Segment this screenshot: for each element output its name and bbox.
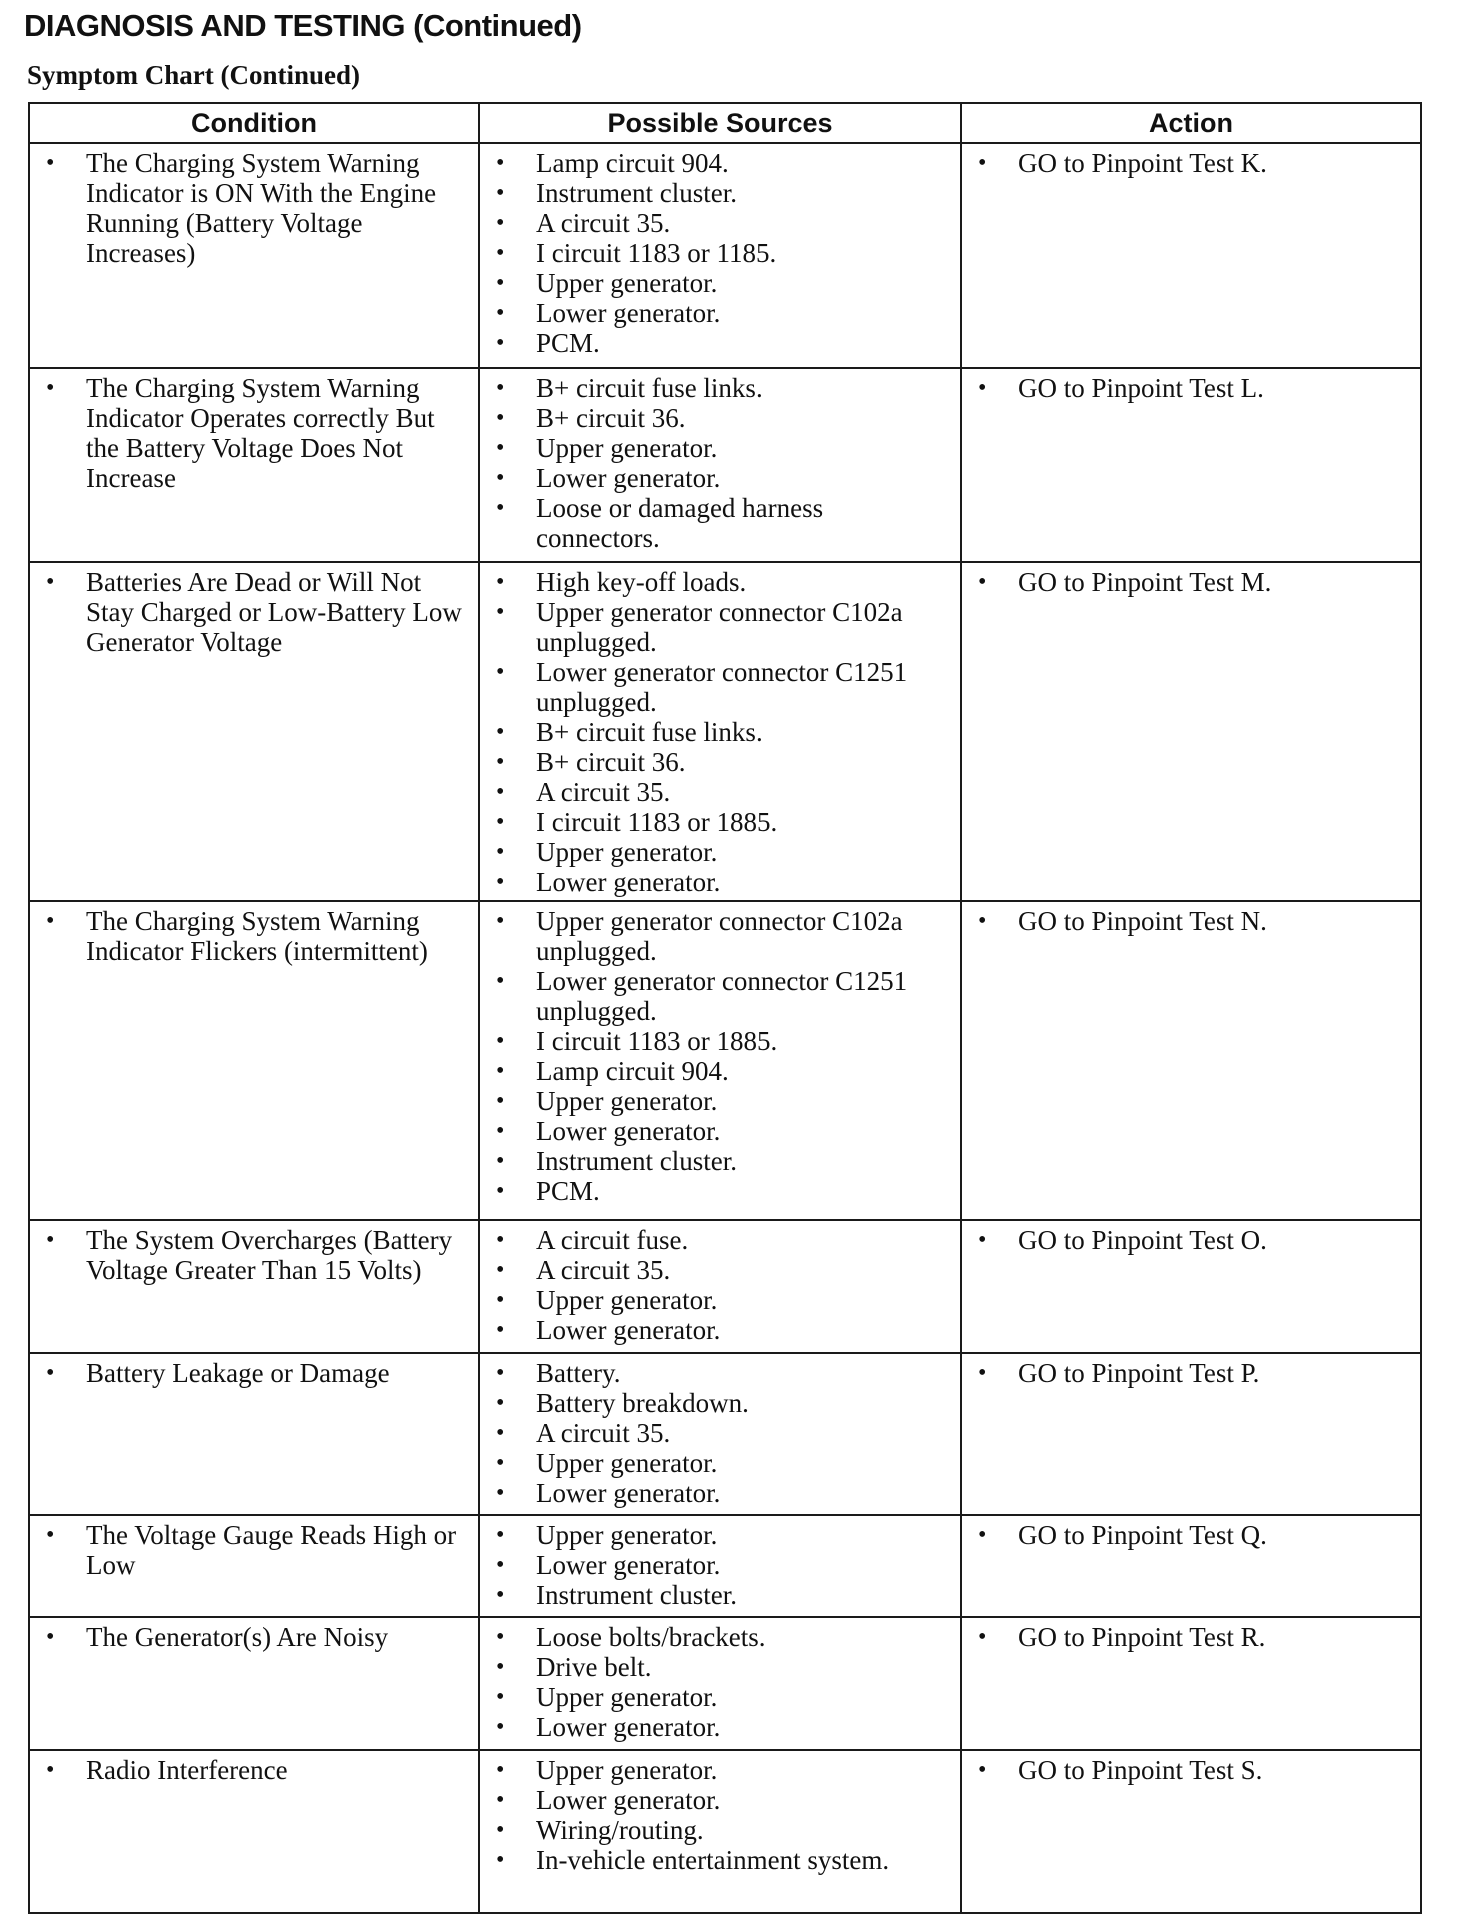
bullet-icon: •	[496, 1817, 505, 1843]
source-item-text: Instrument cluster.	[536, 178, 737, 208]
sources-list	[490, 1358, 950, 1508]
sources-cell	[479, 1750, 961, 1913]
bullet-icon: •	[496, 869, 505, 895]
bullet-icon: •	[978, 1227, 987, 1253]
source-item	[490, 1146, 950, 1176]
bullet-icon: •	[496, 1480, 505, 1506]
action-text: GO to Pinpoint Test K.	[1018, 148, 1267, 178]
source-item	[490, 717, 950, 747]
condition-text: The Voltage Gauge Reads High or Low	[86, 1520, 457, 1580]
bullet-icon: •	[496, 839, 505, 865]
action-text: GO to Pinpoint Test L.	[1018, 373, 1264, 403]
source-item-text: Lower generator.	[536, 1315, 721, 1345]
action-cell	[961, 1353, 1421, 1515]
source-item-text: Loose bolts/brackets.	[536, 1622, 766, 1652]
source-item-text: Lower generator connector C1251 unplugged.	[536, 966, 908, 1026]
source-item	[490, 373, 950, 403]
bullet-icon: •	[496, 1148, 505, 1174]
column-header-condition: Condition	[29, 103, 479, 143]
bullet-icon: •	[496, 569, 505, 595]
bullet-icon: •	[496, 210, 505, 236]
bullet-icon: •	[496, 809, 505, 835]
source-item	[490, 1682, 950, 1712]
condition-cell	[29, 368, 479, 562]
source-item-text: Upper generator connector C102a unplugged.	[536, 906, 903, 966]
source-item	[490, 777, 950, 807]
table-row	[29, 1353, 1421, 1515]
condition	[40, 1358, 468, 1388]
bullet-icon: •	[496, 1684, 505, 1710]
source-item	[490, 1815, 950, 1845]
source-item	[490, 1056, 950, 1086]
source-item	[490, 1845, 950, 1875]
source-item	[490, 657, 950, 717]
source-item-text: Lower generator.	[536, 463, 721, 493]
source-item-text: PCM.	[536, 1176, 600, 1206]
source-item-text: I circuit 1183 or 1885.	[536, 807, 778, 837]
condition-cell	[29, 143, 479, 368]
condition-cell	[29, 1220, 479, 1353]
source-item-text: Lower generator.	[536, 1116, 721, 1146]
table-row	[29, 1515, 1421, 1617]
source-item	[490, 597, 950, 657]
source-item-text: High key-off loads.	[536, 567, 747, 597]
source-item-text: A circuit 35.	[536, 777, 671, 807]
sources-cell	[479, 1617, 961, 1750]
bullet-icon: •	[496, 1028, 505, 1054]
action-cell	[961, 901, 1421, 1220]
source-item-text: Lower generator.	[536, 1550, 721, 1580]
source-item	[490, 433, 950, 463]
source-item-text: Drive belt.	[536, 1652, 652, 1682]
condition	[40, 1755, 468, 1785]
source-item	[490, 1520, 950, 1550]
source-item	[490, 1478, 950, 1508]
source-item	[490, 1622, 950, 1652]
condition-cell	[29, 1515, 479, 1617]
condition-cell	[29, 1617, 479, 1750]
bullet-icon: •	[496, 1287, 505, 1313]
condition-text: Radio Interference	[86, 1755, 288, 1785]
source-item	[490, 1176, 950, 1206]
sources-list	[490, 1520, 950, 1610]
action	[972, 567, 1410, 597]
sources-list	[490, 1622, 950, 1742]
bullet-icon: •	[496, 968, 505, 994]
source-item	[490, 178, 950, 208]
source-item-text: Lower generator.	[536, 298, 721, 328]
condition	[40, 1622, 468, 1652]
bullet-icon: •	[496, 1118, 505, 1144]
bullet-icon: •	[496, 1360, 505, 1386]
source-item	[490, 567, 950, 597]
bullet-icon: •	[496, 495, 505, 521]
bullet-icon: •	[496, 1088, 505, 1114]
source-item	[490, 1580, 950, 1610]
source-item-text: Lamp circuit 904.	[536, 148, 729, 178]
source-item-text: Upper generator.	[536, 837, 718, 867]
bullet-icon: •	[496, 1317, 505, 1343]
bullet-icon: •	[46, 1227, 55, 1253]
bullet-icon: •	[496, 405, 505, 431]
action-text: GO to Pinpoint Test S.	[1018, 1755, 1263, 1785]
action	[972, 373, 1410, 403]
sources-cell	[479, 562, 961, 901]
bullet-icon: •	[496, 1624, 505, 1650]
bullet-icon: •	[978, 1360, 987, 1386]
source-item-text: Lamp circuit 904.	[536, 1056, 729, 1086]
source-item	[490, 1785, 950, 1815]
bullet-icon: •	[496, 659, 505, 685]
sources-list	[490, 148, 950, 358]
bullet-icon: •	[496, 375, 505, 401]
bullet-icon: •	[496, 719, 505, 745]
source-item	[490, 807, 950, 837]
action-text: GO to Pinpoint Test O.	[1018, 1225, 1267, 1255]
sources-cell	[479, 901, 961, 1220]
condition-text: Batteries Are Dead or Will Not Stay Charged or Low-Battery Low Generator Voltage	[86, 567, 462, 657]
table-header-row	[29, 103, 1421, 143]
bullet-icon: •	[496, 180, 505, 206]
table-row	[29, 562, 1421, 901]
source-item-text: B+ circuit 36.	[536, 747, 686, 777]
source-item	[490, 867, 950, 897]
bullet-icon: •	[496, 599, 505, 625]
action	[972, 1520, 1410, 1550]
bullet-icon: •	[496, 330, 505, 356]
condition-cell	[29, 562, 479, 901]
bullet-icon: •	[496, 1654, 505, 1680]
source-item-text: Wiring/routing.	[536, 1815, 704, 1845]
table-row	[29, 368, 1421, 562]
action-cell	[961, 562, 1421, 901]
condition-cell	[29, 1750, 479, 1913]
source-item	[490, 1388, 950, 1418]
action-text: GO to Pinpoint Test R.	[1018, 1622, 1266, 1652]
sources-cell	[479, 368, 961, 562]
action-cell	[961, 143, 1421, 368]
action	[972, 1225, 1410, 1255]
bullet-icon: •	[496, 1582, 505, 1608]
source-item	[490, 1285, 950, 1315]
source-item	[490, 1358, 950, 1388]
table-row	[29, 1750, 1421, 1913]
bullet-icon: •	[496, 1522, 505, 1548]
action-cell	[961, 1515, 1421, 1617]
source-item	[490, 1652, 950, 1682]
page-title: DIAGNOSIS AND TESTING (Continued)	[24, 8, 582, 43]
condition-cell	[29, 1353, 479, 1515]
bullet-icon: •	[978, 1522, 987, 1548]
source-item	[490, 1755, 950, 1785]
source-item-text: Upper generator.	[536, 1086, 718, 1116]
bullet-icon: •	[978, 150, 987, 176]
source-item-text: Lower generator.	[536, 1712, 721, 1742]
bullet-icon: •	[46, 569, 55, 595]
bullet-icon: •	[496, 908, 505, 934]
source-item	[490, 1255, 950, 1285]
source-item-text: I circuit 1183 or 1185.	[536, 238, 777, 268]
source-item-text: Battery.	[536, 1358, 621, 1388]
bullet-icon: •	[496, 1390, 505, 1416]
table-row	[29, 143, 1421, 368]
bullet-icon: •	[496, 1552, 505, 1578]
condition	[40, 567, 468, 657]
source-item	[490, 493, 950, 553]
source-item	[490, 1026, 950, 1056]
bullet-icon: •	[496, 1420, 505, 1446]
source-item-text: Upper generator connector C102a unplugged.	[536, 597, 903, 657]
source-item	[490, 1086, 950, 1116]
action	[972, 1358, 1410, 1388]
source-item	[490, 747, 950, 777]
bullet-icon: •	[978, 908, 987, 934]
source-item	[490, 268, 950, 298]
source-item-text: Upper generator.	[536, 1682, 718, 1712]
action	[972, 148, 1410, 178]
source-item-text: Lower generator connector C1251 unplugged.	[536, 657, 908, 717]
condition-text: The Charging System Warning Indicator Operates correctly But the Battery Voltage Does Not Increase	[86, 373, 435, 493]
source-item	[490, 1418, 950, 1448]
table-row	[29, 901, 1421, 1220]
source-item-text: B+ circuit fuse links.	[536, 717, 763, 747]
source-item-text: PCM.	[536, 328, 600, 358]
bullet-icon: •	[496, 1757, 505, 1783]
sources-list	[490, 373, 950, 553]
sources-cell	[479, 1220, 961, 1353]
condition-text: The Charging System Warning Indicator is ON With the Engine Running (Battery Voltage Increases)	[86, 148, 437, 268]
symptom-chart-table	[28, 102, 1422, 1914]
source-item-text: B+ circuit 36.	[536, 403, 686, 433]
table-row	[29, 1617, 1421, 1750]
condition	[40, 148, 468, 268]
source-item	[490, 1116, 950, 1146]
source-item	[490, 906, 950, 966]
action-text: GO to Pinpoint Test M.	[1018, 567, 1272, 597]
bullet-icon: •	[496, 435, 505, 461]
sources-cell	[479, 1515, 961, 1617]
source-item	[490, 1712, 950, 1742]
bullet-icon: •	[496, 1227, 505, 1253]
condition-text: The Generator(s) Are Noisy	[86, 1622, 389, 1652]
bullet-icon: •	[978, 569, 987, 595]
bullet-icon: •	[496, 1178, 505, 1204]
table-row	[29, 1220, 1421, 1353]
source-item-text: Instrument cluster.	[536, 1580, 737, 1610]
action-text: GO to Pinpoint Test N.	[1018, 906, 1267, 936]
condition	[40, 906, 468, 966]
bullet-icon: •	[496, 1847, 505, 1873]
bullet-icon: •	[496, 300, 505, 326]
bullet-icon: •	[496, 1787, 505, 1813]
source-item-text: Upper generator.	[536, 433, 718, 463]
source-item-text: Upper generator.	[536, 1520, 718, 1550]
source-item-text: A circuit 35.	[536, 208, 671, 238]
condition-text: The System Overcharges (Battery Voltage Greater Than 15 Volts)	[86, 1225, 453, 1285]
bullet-icon: •	[496, 270, 505, 296]
source-item	[490, 1315, 950, 1345]
sources-list	[490, 1225, 950, 1345]
action-text: GO to Pinpoint Test Q.	[1018, 1520, 1267, 1550]
action	[972, 1755, 1410, 1785]
source-item-text: In-vehicle entertainment system.	[536, 1845, 890, 1875]
source-item-text: Upper generator.	[536, 268, 718, 298]
action	[972, 1622, 1410, 1652]
bullet-icon: •	[496, 150, 505, 176]
sources-list	[490, 906, 950, 1206]
action-text: GO to Pinpoint Test P.	[1018, 1358, 1260, 1388]
source-item	[490, 463, 950, 493]
sources-list	[490, 1755, 950, 1875]
condition-text: Battery Leakage or Damage	[86, 1358, 390, 1388]
source-item	[490, 328, 950, 358]
source-item-text: A circuit fuse.	[536, 1225, 689, 1255]
table-body	[29, 143, 1421, 1913]
bullet-icon: •	[46, 1757, 55, 1783]
bullet-icon: •	[496, 1257, 505, 1283]
column-header-possible-sources: Possible Sources	[479, 103, 961, 143]
bullet-icon: •	[46, 908, 55, 934]
bullet-icon: •	[46, 1360, 55, 1386]
source-item	[490, 148, 950, 178]
source-item-text: I circuit 1183 or 1885.	[536, 1026, 778, 1056]
action-cell	[961, 1617, 1421, 1750]
source-item-text: Upper generator.	[536, 1755, 718, 1785]
action-cell	[961, 368, 1421, 562]
source-item-text: Lower generator.	[536, 1478, 721, 1508]
source-item-text: Battery breakdown.	[536, 1388, 749, 1418]
source-item-text: Lower generator.	[536, 867, 721, 897]
bullet-icon: •	[978, 1757, 987, 1783]
bullet-icon: •	[46, 1522, 55, 1548]
source-item	[490, 837, 950, 867]
bullet-icon: •	[496, 749, 505, 775]
source-item	[490, 298, 950, 328]
sources-list	[490, 567, 950, 897]
source-item	[490, 1225, 950, 1255]
bullet-icon: •	[496, 1714, 505, 1740]
bullet-icon: •	[496, 779, 505, 805]
sources-cell	[479, 143, 961, 368]
source-item	[490, 1550, 950, 1580]
source-item	[490, 208, 950, 238]
source-item	[490, 966, 950, 1026]
section-subtitle: Symptom Chart (Continued)	[27, 60, 361, 90]
source-item-text: Lower generator.	[536, 1785, 721, 1815]
source-item-text: Loose or damaged harness connectors.	[536, 493, 824, 553]
source-item-text: Upper generator.	[536, 1285, 718, 1315]
source-item-text: A circuit 35.	[536, 1418, 671, 1448]
source-item-text: A circuit 35.	[536, 1255, 671, 1285]
condition	[40, 373, 468, 493]
bullet-icon: •	[496, 1450, 505, 1476]
bullet-icon: •	[496, 240, 505, 266]
bullet-icon: •	[978, 375, 987, 401]
bullet-icon: •	[46, 1624, 55, 1650]
action-cell	[961, 1220, 1421, 1353]
bullet-icon: •	[496, 465, 505, 491]
bullet-icon: •	[46, 150, 55, 176]
action-cell	[961, 1750, 1421, 1913]
bullet-icon: •	[46, 375, 55, 401]
source-item	[490, 1448, 950, 1478]
condition	[40, 1520, 468, 1580]
source-item-text: B+ circuit fuse links.	[536, 373, 763, 403]
condition-cell	[29, 901, 479, 1220]
column-header-action: Action	[961, 103, 1421, 143]
bullet-icon: •	[496, 1058, 505, 1084]
condition	[40, 1225, 468, 1285]
condition-text: The Charging System Warning Indicator Flickers (intermittent)	[86, 906, 428, 966]
source-item	[490, 238, 950, 268]
sources-cell	[479, 1353, 961, 1515]
bullet-icon: •	[978, 1624, 987, 1650]
source-item-text: Instrument cluster.	[536, 1146, 737, 1176]
source-item-text: Upper generator.	[536, 1448, 718, 1478]
action	[972, 906, 1410, 936]
source-item	[490, 403, 950, 433]
